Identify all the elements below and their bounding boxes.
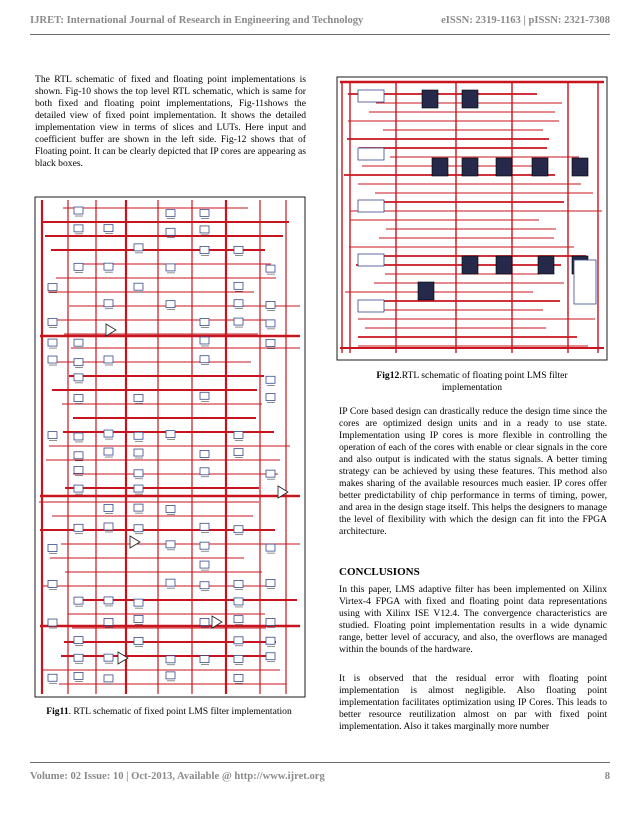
- schematic-block: [104, 263, 113, 270]
- schematic-block: [266, 340, 275, 347]
- conclusions-heading: CONCLUSIONS: [339, 566, 420, 578]
- schematic-block: [134, 485, 143, 492]
- register-block: [358, 300, 384, 312]
- schematic-block: [48, 284, 57, 291]
- fig12-schematic: [336, 76, 608, 361]
- running-footer: [30, 771, 610, 782]
- schematic-block: [104, 300, 113, 307]
- schematic-block: [166, 210, 175, 217]
- fig12-caption-text: .RTL schematic of floating point LMS filter implementation: [399, 370, 568, 393]
- schematic-block: [48, 580, 57, 587]
- schematic-block: [166, 656, 175, 663]
- journal-link[interactable]: http://www.ijret.org: [234, 771, 325, 782]
- schematic-block: [104, 448, 113, 455]
- ip-core-block: [462, 158, 478, 176]
- schematic-block: [74, 637, 83, 644]
- ip-core-block: [496, 158, 512, 176]
- schematic-block: [48, 318, 57, 325]
- schematic-block: [200, 450, 209, 457]
- schematic-block: [74, 207, 83, 214]
- schematic-block: [200, 523, 209, 530]
- schematic-block: [200, 582, 209, 589]
- register-block: [358, 254, 384, 266]
- schematic-block: [134, 470, 143, 477]
- schematic-block: [266, 637, 275, 644]
- schematic-block: [166, 431, 175, 438]
- schematic-block: [104, 225, 113, 232]
- ip-core-block: [532, 158, 548, 176]
- schematic-block: [166, 264, 175, 271]
- schematic-block: [134, 449, 143, 456]
- volume-text: Volume: 02 Issue: 10 | Oct-2013, Available @: [30, 771, 235, 782]
- issn-text: eISSN: 2319-1163 | pISSN: 2321-7308: [441, 15, 610, 26]
- ip-core-block: [462, 256, 478, 274]
- schematic-block: [104, 618, 113, 625]
- schematic-block: [134, 244, 143, 251]
- schematic-block: [266, 580, 275, 587]
- fig11-caption-text: . RTL schematic of fixed point LMS filter implementation: [68, 706, 292, 717]
- ip-core-block: [432, 158, 448, 176]
- register-block: [358, 148, 384, 160]
- register-block: [358, 200, 384, 212]
- schematic-block: [200, 561, 209, 568]
- schematic-block: [74, 395, 83, 402]
- footer-rule: [30, 762, 610, 763]
- schematic-block: [266, 618, 275, 625]
- schematic-block: [74, 672, 83, 679]
- schematic-block: [166, 301, 175, 308]
- schematic-block: [134, 615, 143, 622]
- schematic-block: [48, 619, 57, 626]
- schematic-block: [74, 374, 83, 381]
- ip-core-block: [496, 256, 512, 274]
- schematic-block: [74, 339, 83, 346]
- schematic-block: [234, 300, 243, 307]
- schematic-block: [266, 544, 275, 551]
- output-block: [574, 260, 596, 304]
- schematic-block: [266, 470, 275, 477]
- schematic-block: [134, 599, 143, 606]
- arith-unit: [130, 536, 140, 548]
- schematic-block: [200, 542, 209, 549]
- schematic-block: [266, 320, 275, 327]
- schematic-block: [134, 394, 143, 401]
- intro-paragraph: The RTL schematic of fixed and floating point implementations is shown. Fig-10 shows the top level RTL schematic, which is same for both fixed and floating point implementations, Fig-11shows the detailed view of fixed point implementation. It shows the detailed implementation view in terms of slices and LUTs. Here input and coefficient buffer are shown in the left side. Fig-12 shows that of Floating point. It can be clearly depicted that IP cores are appearing as black boxes.: [35, 74, 306, 169]
- fig11-label: Fig11: [46, 706, 69, 717]
- ipcore-paragraph: IP Core based design can drastically reduce the design time since the cores are optimized design units and in a ready to use state. Implementation using IP cores is more flexible in controlling the operation of each of the cores with enable or clear signals in the core and also output is indicated with the status signals. A better timing strategy can be achieved by using these features. This method also makes sharing of the available resources much easier. IP cores offer better predictability of chip performance in terms of timing, power, and area in the design stage itself. This helps the designers to manage the level of flexibility with which the design can fit into the FPGA architecture.: [339, 406, 607, 537]
- schematic-block: [234, 449, 243, 456]
- conclusions-paragraph-2: It is observed that the residual error with floating point implementation is almost negligible. Also floating point implementation facilitates optimization using IP Cores. This leads to better resource reutilization almost on par with fixed point implementation. Also it takes marginally more number: [339, 673, 607, 732]
- fig11-caption: [44, 706, 294, 718]
- schematic-block: [200, 319, 209, 326]
- schematic-block: [234, 246, 243, 253]
- schematic-block: [104, 597, 113, 604]
- schematic-block: [166, 579, 175, 586]
- schematic-block: [200, 468, 209, 475]
- fig11-schematic: [34, 196, 306, 698]
- register-block: [358, 90, 384, 102]
- schematic-block: [74, 485, 83, 492]
- schematic-block: [74, 466, 83, 473]
- schematic-block: [200, 246, 209, 253]
- schematic-block: [74, 263, 83, 270]
- ip-core-block: [462, 90, 478, 108]
- schematic-block: [200, 392, 209, 399]
- journal-title: IJRET: International Journal of Research in Engineering and Technology: [30, 15, 364, 26]
- schematic-block: [74, 597, 83, 604]
- schematic-block: [200, 337, 209, 344]
- schematic-block: [266, 376, 275, 383]
- running-header: [30, 15, 610, 26]
- schematic-block: [104, 675, 113, 682]
- schematic-block: [234, 431, 243, 438]
- fig12-caption: [352, 370, 592, 394]
- schematic-block: [48, 356, 57, 363]
- schematic-block: [166, 541, 175, 548]
- schematic-block: [166, 228, 175, 235]
- schematic-block: [234, 674, 243, 681]
- schematic-block: [48, 339, 57, 346]
- schematic-block: [74, 452, 83, 459]
- schematic-block: [134, 283, 143, 290]
- ip-core-block: [572, 158, 588, 176]
- ip-core-block: [422, 90, 438, 108]
- schematic-block: [166, 672, 175, 679]
- schematic-block: [134, 432, 143, 439]
- schematic-block: [166, 506, 175, 513]
- schematic-block: [234, 318, 243, 325]
- schematic-block: [266, 394, 275, 401]
- schematic-block: [234, 526, 243, 533]
- schematic-block: [200, 618, 209, 625]
- schematic-block: [134, 637, 143, 644]
- schematic-block: [200, 656, 209, 663]
- schematic-block: [48, 674, 57, 681]
- schematic-block: [48, 545, 57, 552]
- schematic-block: [234, 616, 243, 623]
- schematic-frame: [35, 197, 305, 697]
- page-number: 8: [604, 771, 610, 782]
- schematic-frame: [337, 77, 607, 360]
- schematic-block: [74, 433, 83, 440]
- schematic-block: [266, 653, 275, 660]
- schematic-block: [48, 432, 57, 439]
- conclusions-paragraph-1: In this paper, LMS adaptive filter has been implemented on Xilinx Virtex-4 FPGA with fixed and floating point data representations using with Xilinx ISE V12.4. The convergence characteristics are studied. Floating point implementation results in a wide dynamic range, better level of accuracy, and also, the overflows are managed within the bounds of the hardware.: [339, 584, 607, 655]
- schematic-block: [74, 654, 83, 661]
- schematic-block: [104, 523, 113, 530]
- schematic-block: [234, 282, 243, 289]
- schematic-block: [200, 226, 209, 233]
- schematic-block: [266, 265, 275, 272]
- fig12-label: Fig12: [376, 370, 400, 381]
- header-rule: [30, 34, 610, 35]
- schematic-block: [134, 504, 143, 511]
- schematic-block: [200, 209, 209, 216]
- schematic-block: [74, 359, 83, 366]
- schematic-block: [104, 430, 113, 437]
- schematic-block: [234, 598, 243, 605]
- schematic-block: [234, 581, 243, 588]
- schematic-block: [134, 525, 143, 532]
- schematic-block: [234, 637, 243, 644]
- schematic-block: [234, 655, 243, 662]
- schematic-block: [104, 504, 113, 511]
- schematic-block: [104, 654, 113, 661]
- schematic-block: [266, 301, 275, 308]
- schematic-block: [74, 524, 83, 531]
- ip-core-block: [418, 282, 434, 300]
- schematic-block: [74, 225, 83, 232]
- ip-core-block: [538, 256, 554, 274]
- schematic-block: [200, 356, 209, 363]
- schematic-block: [104, 356, 113, 363]
